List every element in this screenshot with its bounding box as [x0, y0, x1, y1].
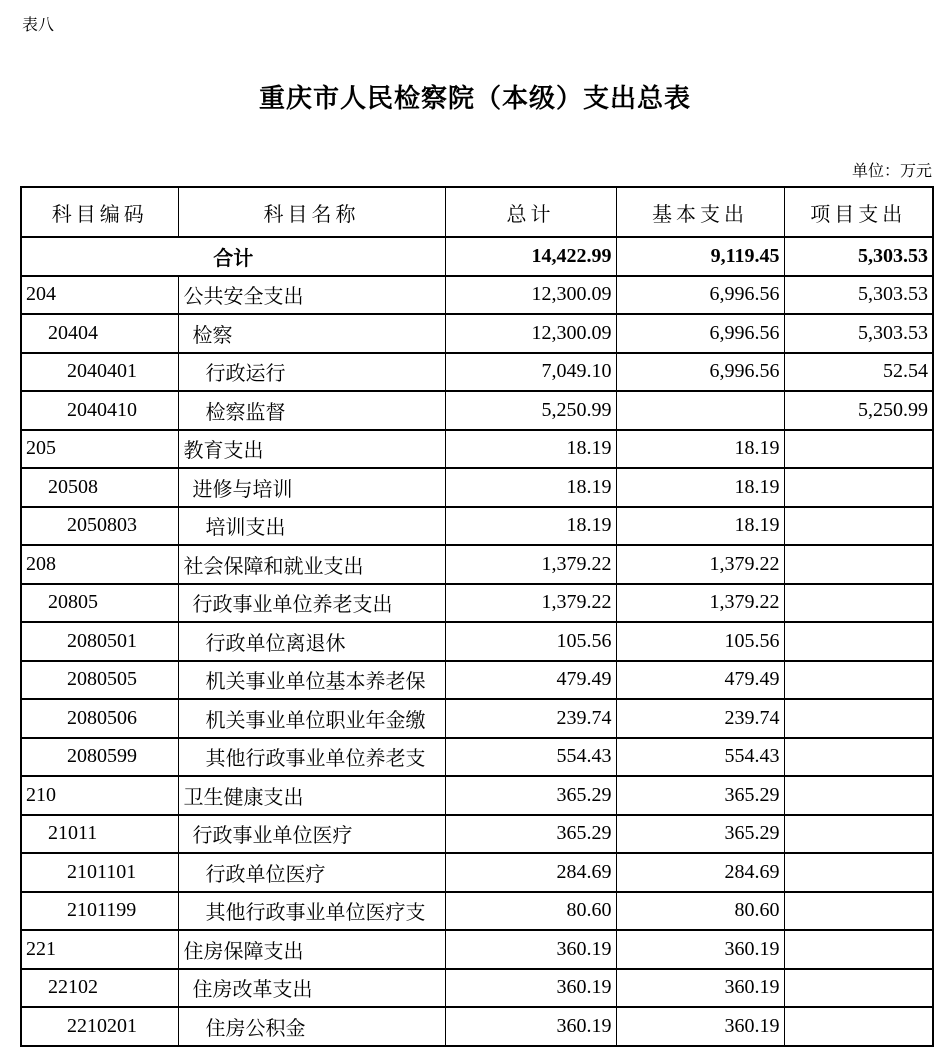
basic-expenditure-cell: 1,379.22	[616, 584, 784, 623]
table-row	[21, 430, 933, 469]
total-cell: 239.74	[445, 699, 616, 738]
project-expenditure-cell	[784, 930, 933, 969]
subject-code-cell: 2101101	[21, 853, 178, 892]
grand-total-row	[21, 237, 933, 276]
basic-expenditure-cell: 6,996.56	[616, 314, 784, 353]
total-cell: 7,049.10	[445, 353, 616, 392]
total-cell: 1,379.22	[445, 584, 616, 623]
total-cell: 479.49	[445, 661, 616, 700]
column-header-subject-name: 科目名称	[178, 187, 445, 237]
subject-name-cell: 社会保障和就业支出	[178, 545, 445, 584]
subject-name-cell: 检察监督	[178, 391, 445, 430]
project-expenditure-cell	[784, 661, 933, 700]
basic-expenditure-cell: 360.19	[616, 930, 784, 969]
table-row	[21, 1007, 933, 1046]
project-expenditure-cell: 52.54	[784, 353, 933, 392]
project-expenditure-cell	[784, 545, 933, 584]
project-expenditure-cell	[784, 622, 933, 661]
project-expenditure-cell	[784, 507, 933, 546]
subject-code-cell: 2040410	[21, 391, 178, 430]
grand-total-label-cell: 合计	[21, 237, 445, 276]
total-cell: 18.19	[445, 468, 616, 507]
subject-code-cell: 208	[21, 545, 178, 584]
basic-expenditure-cell: 554.43	[616, 738, 784, 777]
total-cell: 18.19	[445, 507, 616, 546]
subject-name-cell: 住房公积金	[178, 1007, 445, 1046]
basic-expenditure-cell: 365.29	[616, 776, 784, 815]
subject-name-cell: 行政单位离退休	[178, 622, 445, 661]
project-expenditure-cell	[784, 584, 933, 623]
subject-code-cell: 204	[21, 276, 178, 315]
table-row	[21, 661, 933, 700]
table-row	[21, 969, 933, 1008]
grand-total-basic-cell: 9,119.45	[616, 237, 784, 276]
table-row	[21, 738, 933, 777]
subject-name-cell: 行政事业单位医疗	[178, 815, 445, 854]
subject-code-cell: 20508	[21, 468, 178, 507]
project-expenditure-cell	[784, 815, 933, 854]
table-row	[21, 699, 933, 738]
basic-expenditure-cell: 18.19	[616, 468, 784, 507]
expenditure-table	[20, 186, 934, 1047]
total-cell: 18.19	[445, 430, 616, 469]
basic-expenditure-cell: 479.49	[616, 661, 784, 700]
total-cell: 365.29	[445, 815, 616, 854]
basic-expenditure-cell: 365.29	[616, 815, 784, 854]
project-expenditure-cell	[784, 776, 933, 815]
expenditure-table-container	[20, 186, 934, 1047]
project-expenditure-cell	[784, 738, 933, 777]
subject-code-cell: 2101199	[21, 892, 178, 931]
basic-expenditure-cell	[616, 391, 784, 430]
total-cell: 360.19	[445, 930, 616, 969]
subject-name-cell: 其他行政事业单位医疗支	[178, 892, 445, 931]
subject-code-cell: 20805	[21, 584, 178, 623]
project-expenditure-cell: 5,250.99	[784, 391, 933, 430]
table-row	[21, 276, 933, 315]
total-cell: 80.60	[445, 892, 616, 931]
grand-total-total-cell: 14,422.99	[445, 237, 616, 276]
subject-code-cell: 2080505	[21, 661, 178, 700]
table-row	[21, 584, 933, 623]
subject-name-cell: 培训支出	[178, 507, 445, 546]
subject-code-cell: 2080599	[21, 738, 178, 777]
table-row	[21, 853, 933, 892]
table-row	[21, 776, 933, 815]
table-row	[21, 507, 933, 546]
table-row	[21, 468, 933, 507]
subject-name-cell: 机关事业单位基本养老保	[178, 661, 445, 700]
subject-name-cell: 机关事业单位职业年金缴	[178, 699, 445, 738]
subject-name-cell: 住房改革支出	[178, 969, 445, 1008]
project-expenditure-cell	[784, 853, 933, 892]
total-cell: 360.19	[445, 1007, 616, 1046]
table-row	[21, 314, 933, 353]
total-cell: 12,300.09	[445, 276, 616, 315]
table-row	[21, 622, 933, 661]
column-header-basic-expenditure: 基本支出	[616, 187, 784, 237]
project-expenditure-cell	[784, 468, 933, 507]
project-expenditure-cell	[784, 1007, 933, 1046]
total-cell: 360.19	[445, 969, 616, 1008]
column-header-subject-code: 科目编码	[21, 187, 178, 237]
subject-code-cell: 210	[21, 776, 178, 815]
table-row	[21, 815, 933, 854]
subject-name-cell: 行政单位医疗	[178, 853, 445, 892]
subject-code-cell: 205	[21, 430, 178, 469]
basic-expenditure-cell: 360.19	[616, 1007, 784, 1046]
project-expenditure-cell	[784, 969, 933, 1008]
subject-code-cell: 20404	[21, 314, 178, 353]
basic-expenditure-cell: 18.19	[616, 430, 784, 469]
subject-name-cell: 检察	[178, 314, 445, 353]
column-header-total: 总计	[445, 187, 616, 237]
table-header-row	[21, 187, 933, 237]
basic-expenditure-cell: 105.56	[616, 622, 784, 661]
subject-code-cell: 21011	[21, 815, 178, 854]
subject-code-cell: 221	[21, 930, 178, 969]
table-row	[21, 353, 933, 392]
grand-total-project-cell: 5,303.53	[784, 237, 933, 276]
basic-expenditure-cell: 360.19	[616, 969, 784, 1008]
subject-code-cell: 2080506	[21, 699, 178, 738]
page-title: 重庆市人民检察院（本级）支出总表	[258, 84, 691, 113]
total-cell: 12,300.09	[445, 314, 616, 353]
subject-code-cell: 2050803	[21, 507, 178, 546]
total-cell: 554.43	[445, 738, 616, 777]
subject-name-cell: 住房保障支出	[178, 930, 445, 969]
subject-name-cell: 行政运行	[178, 353, 445, 392]
subject-name-cell: 进修与培训	[178, 468, 445, 507]
project-expenditure-cell	[784, 699, 933, 738]
basic-expenditure-cell: 80.60	[616, 892, 784, 931]
basic-expenditure-cell: 239.74	[616, 699, 784, 738]
basic-expenditure-cell: 1,379.22	[616, 545, 784, 584]
subject-code-cell: 22102	[21, 969, 178, 1008]
subject-code-cell: 2080501	[21, 622, 178, 661]
column-header-project-expenditure: 项目支出	[784, 187, 933, 237]
basic-expenditure-cell: 18.19	[616, 507, 784, 546]
table-row	[21, 930, 933, 969]
total-cell: 284.69	[445, 853, 616, 892]
subject-code-cell: 2210201	[21, 1007, 178, 1046]
table-row	[21, 391, 933, 430]
subject-name-cell: 教育支出	[178, 430, 445, 469]
basic-expenditure-cell: 6,996.56	[616, 353, 784, 392]
project-expenditure-cell: 5,303.53	[784, 276, 933, 315]
total-cell: 1,379.22	[445, 545, 616, 584]
subject-name-cell: 行政事业单位养老支出	[178, 584, 445, 623]
subject-name-cell: 公共安全支出	[178, 276, 445, 315]
subject-name-cell: 卫生健康支出	[178, 776, 445, 815]
total-cell: 365.29	[445, 776, 616, 815]
basic-expenditure-cell: 6,996.56	[616, 276, 784, 315]
basic-expenditure-cell: 284.69	[616, 853, 784, 892]
project-expenditure-cell	[784, 892, 933, 931]
table-row	[21, 545, 933, 584]
subject-name-cell: 其他行政事业单位养老支	[178, 738, 445, 777]
project-expenditure-cell	[784, 430, 933, 469]
total-cell: 5,250.99	[445, 391, 616, 430]
project-expenditure-cell: 5,303.53	[784, 314, 933, 353]
subject-code-cell: 2040401	[21, 353, 178, 392]
total-cell: 105.56	[445, 622, 616, 661]
sheet-number-label: 表八	[22, 17, 55, 34]
unit-label: 单位：万元	[851, 163, 932, 180]
table-row	[21, 892, 933, 931]
